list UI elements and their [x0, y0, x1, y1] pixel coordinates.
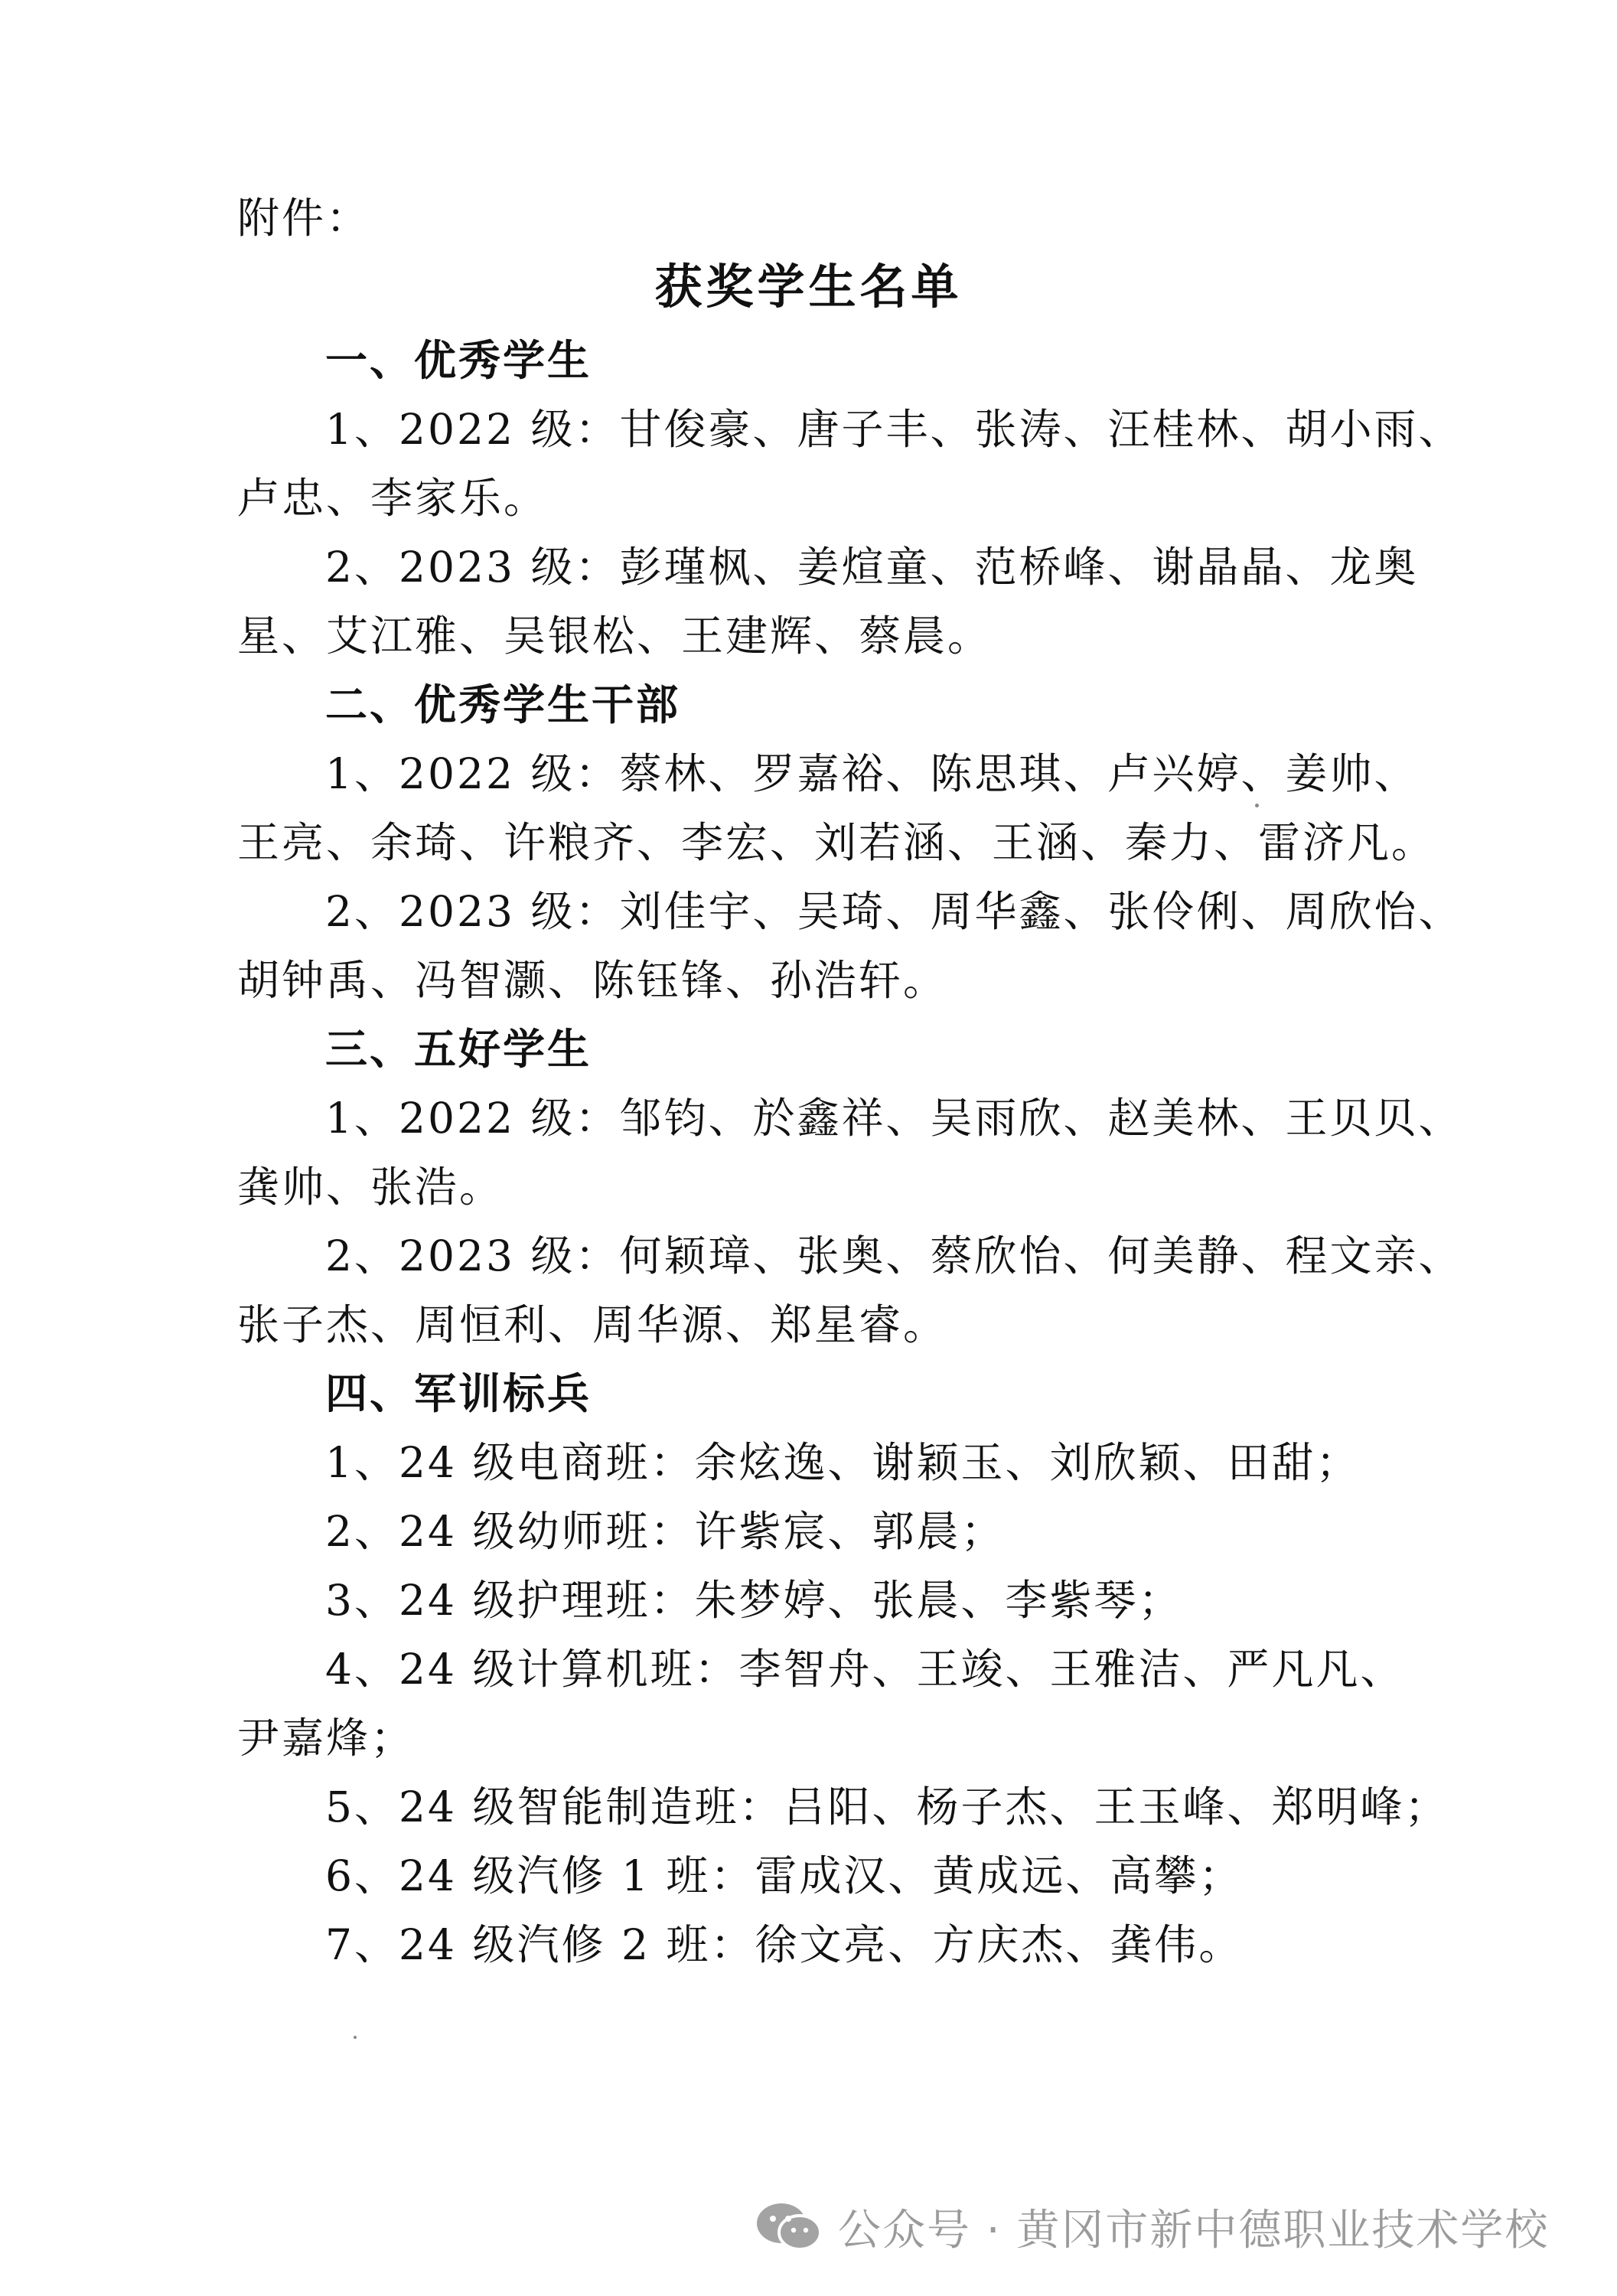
wechat-icon [754, 2200, 824, 2254]
list-item: 1、24 级电商班：余炫逸、谢颖玉、刘欣颖、田甜； [325, 1438, 1361, 1487]
list-item: 2、2023 级：何颖璋、张奥、蔡欣怡、何美静、程文亲、 [325, 1231, 1463, 1280]
scan-speck [1255, 804, 1259, 807]
attachment-label: 附件： [237, 194, 371, 243]
watermark-text: 公众号 · 黄冈市新中德职业技术学校 [838, 2206, 1550, 2255]
list-item-continuation: 卢忠、李家乐。 [237, 474, 549, 523]
list-item: 3、24 级护理班：朱梦婷、张晨、李紫琴； [325, 1576, 1183, 1625]
list-item: 1、2022 级：蔡林、罗嘉裕、陈思琪、卢兴婷、姜帅、 [325, 749, 1419, 798]
list-item: 5、24 级智能制造班：吕阳、杨子杰、王玉峰、郑明峰； [325, 1782, 1449, 1831]
list-item: 4、24 级计算机班：李智舟、王竣、王雅洁、严凡凡、 [325, 1645, 1405, 1694]
list-item-continuation: 张子杰、周恒利、周华源、郑星睿。 [237, 1300, 948, 1349]
list-item-continuation: 胡钟禹、冯智灏、陈钰锋、孙浩轩。 [237, 956, 948, 1005]
list-item: 2、2023 级：刘佳宇、吴琦、周华鑫、张伶俐、周欣怡、 [325, 887, 1463, 936]
watermark [754, 2197, 1549, 2258]
list-item: 6、24 级汽修 1 班：雷成汉、黄成远、高攀； [325, 1851, 1244, 1900]
list-item-continuation: 星、艾江雅、吴银松、王建辉、蔡晨。 [237, 612, 993, 660]
scan-speck [354, 2036, 357, 2039]
list-item: 1、2022 级：甘俊豪、唐子丰、张涛、汪桂林、胡小雨、 [325, 405, 1463, 454]
section-heading: 一、优秀学生 [325, 335, 592, 385]
list-item-continuation: 尹嘉烽； [237, 1714, 416, 1763]
list-item-continuation: 王亮、余琦、许粮齐、李宏、刘若涵、王涵、秦力、雷济凡。 [237, 818, 1436, 867]
list-item: 2、24 级幼师班：许紫宸、郭晨； [325, 1507, 1006, 1556]
section-heading: 四、军训标兵 [325, 1368, 592, 1418]
list-item-continuation: 龚帅、张浩。 [237, 1163, 504, 1212]
list-item: 1、2022 级：邹钧、於鑫祥、吴雨欣、赵美林、王贝贝、 [325, 1094, 1463, 1143]
section-heading: 三、五好学生 [325, 1024, 592, 1074]
document-title: 获奖学生名单 [654, 259, 963, 315]
list-item: 7、24 级汽修 2 班：徐文亮、方庆杰、龚伟。 [325, 1920, 1244, 1969]
list-item: 2、2023 级：彭瑾枫、姜煊童、范桥峰、谢晶晶、龙奥 [325, 543, 1419, 592]
section-heading: 二、优秀学生干部 [325, 680, 681, 729]
